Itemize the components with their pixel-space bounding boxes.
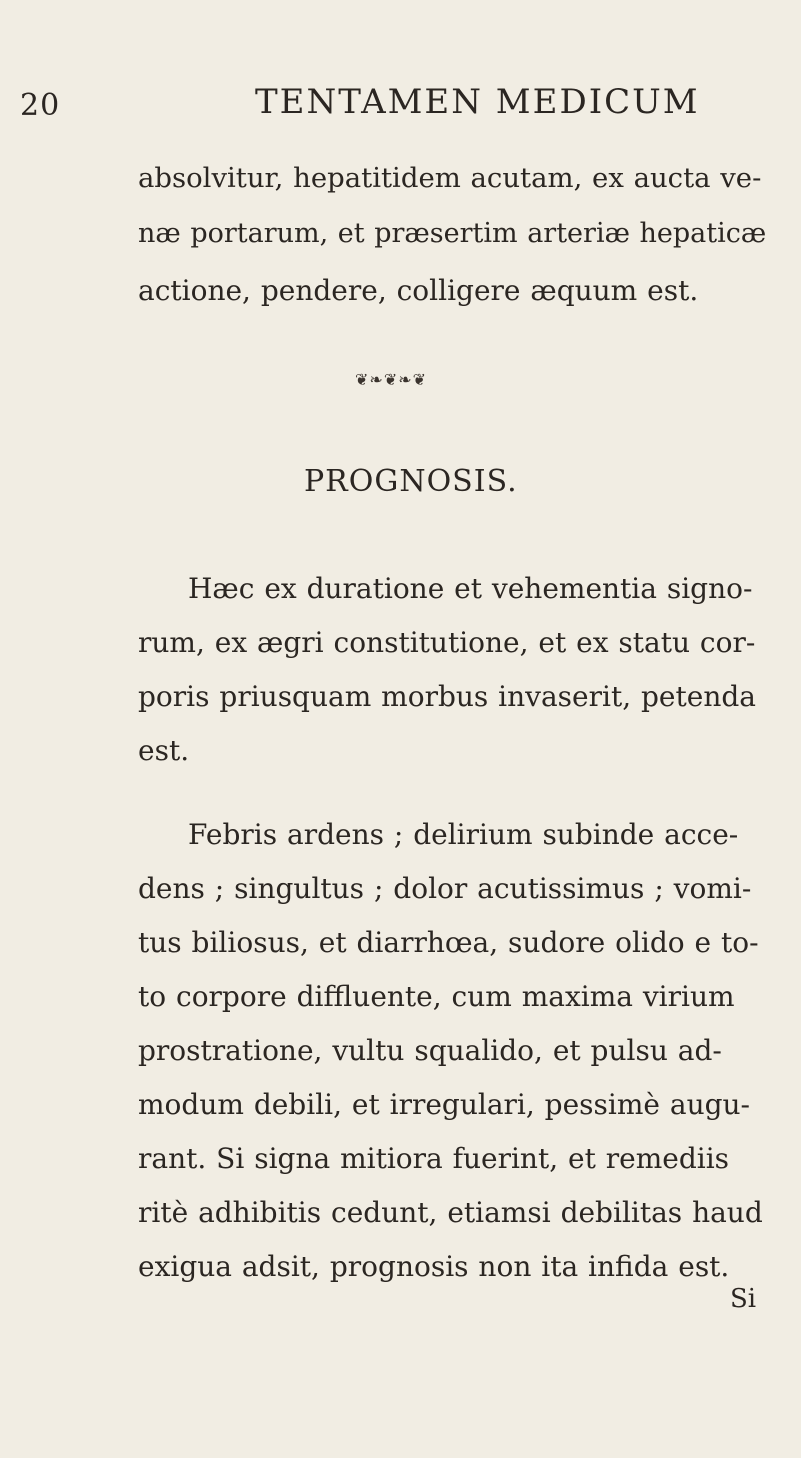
text-line: dens ; singultus ; dolor acutissimus ; vomi-: [138, 872, 752, 905]
catchword: Si: [730, 1284, 757, 1314]
text-line: est.: [138, 734, 190, 767]
text-line: prostratione, vultu squalido, et pulsu ad-: [138, 1034, 722, 1067]
text-line: rant. Si signa mitiora fuerint, et remediis: [138, 1142, 730, 1175]
text-line: modum debili, et irregulari, pessimè augu-: [138, 1088, 751, 1121]
section-heading: PROGNOSIS.: [304, 464, 518, 499]
text-line: Hæc ex duratione et vehementia signo-: [188, 572, 753, 605]
text-line: poris priusquam morbus invaserit, petenda: [138, 680, 756, 713]
page-header: [0, 80, 801, 130]
printers-ornament: ❦❧❦❧❦: [355, 370, 428, 389]
text-line: actione, pendere, colligere æquum est.: [138, 274, 699, 307]
running-title: TENTAMEN MEDICUM: [255, 82, 700, 122]
text-line: næ portarum, et præsertim arteriæ hepaticæ: [138, 218, 767, 249]
text-line: absolvitur, hepatitidem acutam, ex aucta ve-: [138, 162, 762, 194]
text-line: exigua adsit, prognosis non ita infida est.: [138, 1250, 730, 1283]
text-line: Febris ardens ; delirium subinde acce-: [188, 818, 739, 851]
text-line: rum, ex ægri constitutione, et ex statu cor-: [138, 626, 756, 659]
page-number: 20: [20, 88, 61, 123]
text-line: ritè adhibitis cedunt, etiamsi debilitas haud: [138, 1196, 763, 1229]
text-line: to corpore diffluente, cum maxima virium: [138, 980, 735, 1013]
text-line: tus biliosus, et diarrhœa, sudore olido e to-: [138, 926, 759, 959]
